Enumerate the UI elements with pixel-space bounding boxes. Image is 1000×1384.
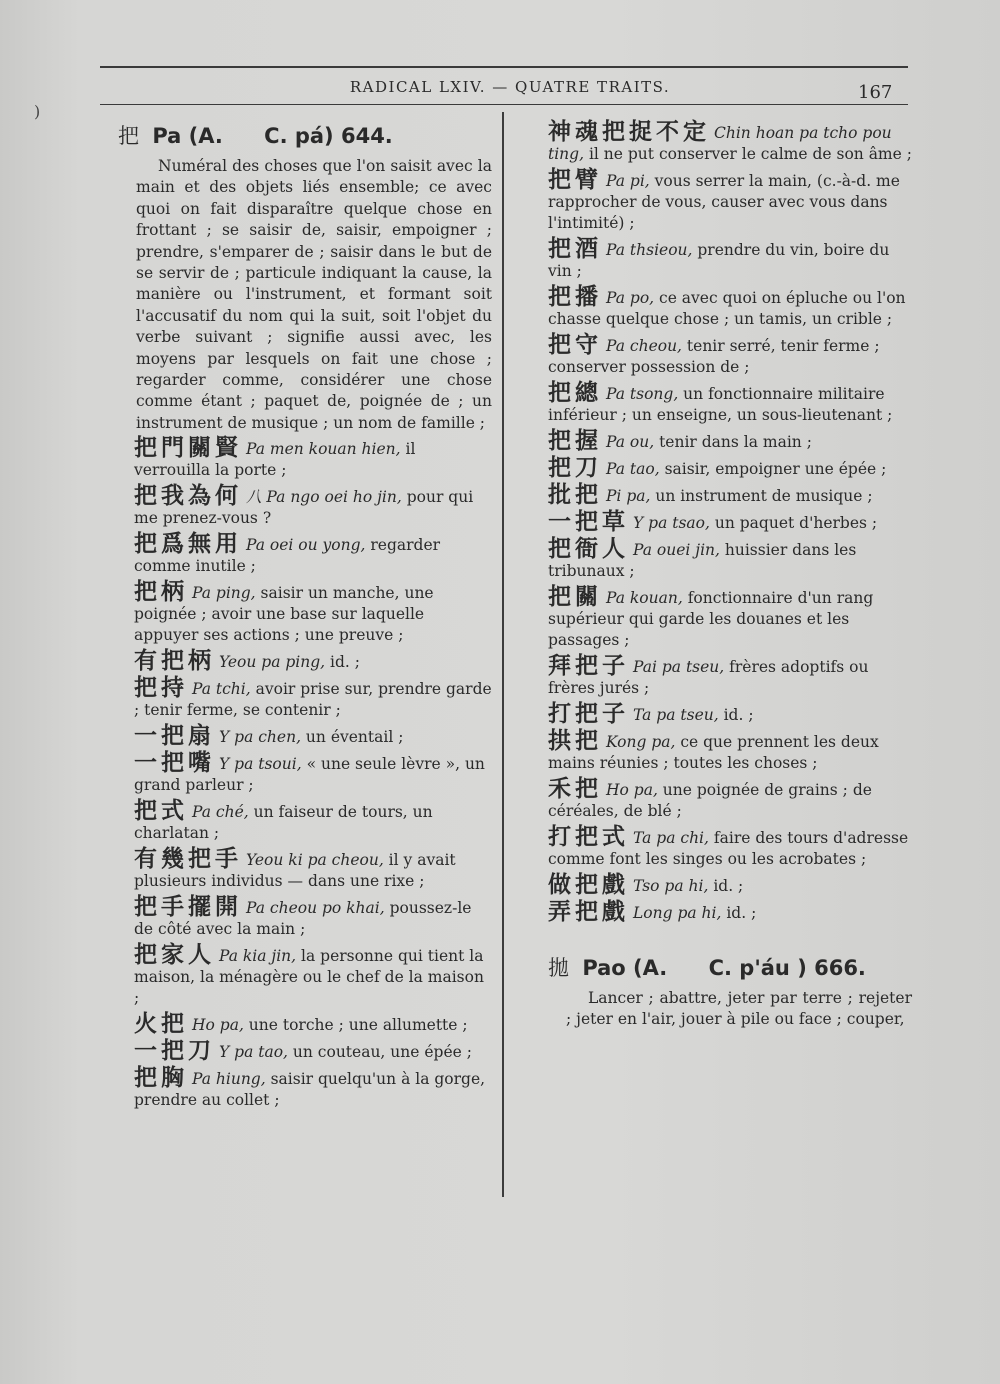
compound-definition: il y avait plusieurs individus — dans une rixe ;	[134, 851, 456, 891]
compound-romanization: Tso pa hi,	[633, 877, 709, 895]
compound-characters: 一把嘴	[134, 750, 215, 777]
compound-characters: 火把	[134, 1011, 188, 1038]
compound-romanization: Yeou pa ping,	[219, 653, 326, 672]
entry-definition: Numéral des choses que l'on saisit avec la main et des objets liés ensemble; ce avec quoi on fait disparaître quelque chose en frottant ; se saisir de, saisir, empoigner ; prendre, s'emparer de ; saisir dans le but de se servir de ; particule indiquant la cause, la manière ou l'instrument, et formant soit l'accusatif du nom qui la suit, soit l'objet du verbe suivant ; signifie aussi avec, les moyens par lesquels on fait une chose ; regarder comme, considérer une chose comme étant ; paquet de, poignée de ; un instrument de musique ; un nom de famille ;	[136, 157, 492, 432]
compound-definition: id. ;	[708, 877, 744, 895]
compound-romanization: Pi pa,	[606, 487, 651, 505]
margin-mark: )	[34, 102, 41, 121]
compound-definition: un fonctionnaire militaire inférieur ; un enseigne, un sous-lieutenant ;	[548, 385, 893, 424]
compound-entry	[548, 509, 912, 535]
compound-characters: 把家人	[134, 942, 215, 969]
compound-characters: 打把式	[548, 824, 629, 850]
compound-entry	[548, 824, 912, 870]
compound-characters: 把式	[134, 798, 188, 825]
running-header: RADICAL LXIV. — QUATRE TRAITS.	[349, 78, 671, 96]
compound-romanization: Y pa chen,	[219, 728, 301, 747]
compound-definition: ce que prennent les deux mains réunies ; toutes les choses ;	[548, 733, 879, 772]
compound-characters: 把握	[548, 428, 602, 454]
compound-definition: vous serrer la main, (c.-à-d. me rapprocher de vous, causer avec vous dans l'intimité) ;	[548, 172, 900, 232]
compound-entry	[118, 723, 492, 750]
page-number: 167	[858, 82, 893, 103]
compound-entry	[548, 236, 912, 282]
compound-list	[118, 435, 492, 1111]
compound-romanization: Ta pa chi,	[633, 829, 709, 847]
compound-definition: prendre du vin, boire du vin ;	[548, 241, 890, 280]
compound-romanization: Pa tao,	[606, 460, 660, 478]
compound-definition: la personne qui tient la maison, la ménagère ou le chef de la maison ;	[134, 947, 484, 1008]
compound-entry	[548, 653, 912, 699]
compound-characters: 把爲無用	[134, 531, 242, 558]
compound-characters: 把衙人	[548, 536, 629, 562]
compound-romanization: Long pa hi,	[633, 904, 722, 922]
compound-definition: une poignée de grains ; de céréales, de blé ;	[548, 781, 872, 820]
compound-characters: 把臂	[548, 167, 602, 193]
compound-characters: 神魂把捉不定	[548, 119, 710, 145]
compound-definition: poussez-le de côté avec la main ;	[134, 899, 472, 939]
compound-romanization: Chin hoan pa tcho pou ting,	[548, 124, 892, 163]
compound-definition: un couteau, une épée ;	[287, 1043, 472, 1062]
compound-romanization: Pa men kouan hien,	[246, 440, 401, 459]
compound-definition: tenir dans la main ;	[654, 433, 812, 451]
compound-romanization: Ho pa,	[192, 1016, 244, 1035]
compound-characters: 把柄	[134, 579, 188, 606]
compound-entry	[548, 167, 912, 234]
compound-characters: 把守	[548, 332, 602, 358]
compound-romanization: Pa ché,	[192, 803, 249, 822]
compound-characters: 做把戲	[548, 872, 629, 898]
right-column	[548, 120, 912, 1035]
compound-entry	[548, 728, 912, 774]
compound-characters: 打把子	[548, 701, 629, 727]
compound-romanization: Pa cheou po khai,	[246, 899, 385, 918]
compound-definition: avoir prise sur, prendre garde ; tenir ferme, se contenir ;	[134, 680, 492, 720]
compound-entry	[548, 701, 912, 727]
compound-romanization: Pa hiung,	[192, 1070, 266, 1089]
compound-romanization: Y pa tsao,	[633, 514, 710, 532]
entry-character: 拋	[548, 956, 569, 980]
compound-characters: 弄把戲	[548, 899, 629, 925]
compound-characters: 一把草	[548, 509, 629, 535]
compound-definition: saisir un manche, une poignée ; avoir une base sur laquelle appuyer ses actions ; une preuve ;	[134, 584, 434, 645]
compound-entry	[548, 776, 912, 822]
compound-definition: faire des tours d'adresse comme font les singes ou les acrobates ;	[548, 829, 909, 868]
compound-romanization: Pa pi,	[606, 172, 650, 190]
compound-romanization: Y pa tsoui,	[219, 755, 302, 774]
header-bottom-rule	[100, 104, 908, 105]
compound-characters: 有幾把手	[134, 846, 242, 873]
compound-entry	[118, 894, 492, 940]
compound-definition: « une seule lèvre », un grand parleur ;	[134, 755, 485, 795]
compound-entry	[118, 579, 492, 646]
compound-romanization: Y pa tao,	[219, 1043, 288, 1062]
compound-entry	[548, 380, 912, 426]
compound-romanization: 八 Pa ngo oei ho jin,	[246, 488, 402, 507]
compound-characters: 批把	[548, 482, 602, 508]
compound-romanization: Pa ping,	[192, 584, 256, 603]
compound-characters: 把門關賢	[134, 435, 242, 462]
compound-characters: 禾把	[548, 776, 602, 802]
compound-entry	[118, 798, 492, 844]
header-top-rule	[100, 66, 908, 68]
compound-entry	[118, 942, 492, 1009]
compound-definition: id. ;	[721, 904, 757, 922]
compound-definition: tenir serré, tenir ferme ; conserver possession de ;	[548, 337, 880, 376]
compound-entry	[118, 1065, 492, 1111]
compound-characters: 把手擺開	[134, 894, 242, 921]
compound-romanization: Pa oei ou yong,	[246, 536, 366, 555]
entry-romanization: Pao (A.	[582, 956, 668, 980]
compound-definition: ce avec quoi on épluche ou l'on chasse quelque chose ; un tamis, un crible ;	[548, 289, 906, 328]
compound-characters: 把酒	[548, 236, 602, 262]
compound-romanization: Pa kia jin,	[219, 947, 297, 966]
compound-entry	[548, 119, 912, 165]
compound-entry	[548, 332, 912, 378]
compound-entry	[118, 750, 492, 796]
compound-definition: il ne put conserver le calme de son âme ;	[584, 145, 912, 163]
compound-definition: fonctionnaire d'un rang supérieur qui garde les douanes et les passages ;	[548, 589, 874, 649]
compound-definition: un instrument de musique ;	[650, 487, 873, 505]
compound-romanization: Pa po,	[606, 289, 655, 307]
compound-romanization: Pa kouan,	[606, 589, 683, 607]
entry-heading	[118, 120, 492, 150]
compound-entry	[548, 284, 912, 330]
compound-definition: id. ;	[718, 706, 754, 724]
entry-code: C. p'áu ) 666.	[708, 956, 866, 980]
left-column	[118, 120, 492, 1116]
compound-romanization: Pa tchi,	[192, 680, 251, 699]
compound-definition: saisir, empoigner une épée ;	[659, 460, 887, 478]
compound-definition: regarder comme inutile ;	[134, 536, 441, 576]
compound-characters: 拱把	[548, 728, 602, 754]
compound-romanization: Pa tsong,	[606, 385, 679, 403]
compound-romanization: Ho pa,	[606, 781, 658, 799]
compound-romanization: Pa cheou,	[606, 337, 682, 355]
compound-romanization: Yeou ki pa cheou,	[246, 851, 384, 870]
compound-romanization: Pa ou,	[606, 433, 655, 451]
compound-entry	[118, 1011, 492, 1038]
compound-entry	[548, 482, 912, 508]
compound-definition: huissier dans les tribunaux ;	[548, 541, 857, 580]
compound-definition: id. ;	[325, 653, 360, 672]
compound-characters: 把關	[548, 584, 602, 610]
entry-character: 把	[118, 124, 139, 148]
compound-romanization: Pa ouei jin,	[633, 541, 720, 559]
compound-definition: un faiseur de tours, un charlatan ;	[134, 803, 433, 843]
compound-characters: 一把刀	[134, 1038, 215, 1065]
compound-characters: 把總	[548, 380, 602, 406]
compound-definition: il verrouilla la porte ;	[134, 440, 416, 480]
compound-entry	[548, 872, 912, 898]
compound-characters: 把我為何	[134, 483, 242, 510]
compound-entry	[118, 1038, 492, 1065]
entry-heading	[548, 952, 912, 982]
compound-entry	[548, 455, 912, 481]
compound-entry	[548, 536, 912, 582]
compound-entry	[118, 846, 492, 892]
compound-romanization: Ta pa tseu,	[633, 706, 719, 724]
compound-romanization: Kong pa,	[606, 733, 676, 751]
compound-characters: 拜把子	[548, 653, 629, 679]
compound-definition: un éventail ;	[301, 728, 404, 747]
compound-characters: 一把扇	[134, 723, 215, 750]
compound-romanization: Pai pa tseu,	[633, 658, 725, 676]
compound-characters: 把持	[134, 675, 188, 702]
compound-entry	[118, 675, 492, 721]
entry-romanization: Pa (A.	[152, 124, 223, 148]
compound-definition: pour qui me prenez-vous ?	[134, 488, 474, 528]
compound-definition: une torche ; une allumette ;	[243, 1016, 468, 1035]
compound-characters: 把胸	[134, 1065, 188, 1092]
compound-entry	[548, 428, 912, 454]
compound-list	[548, 119, 912, 925]
entry-code: C. pá) 644.	[264, 124, 393, 148]
column-divider	[502, 112, 504, 1197]
compound-characters: 把播	[548, 284, 602, 310]
compound-entry	[548, 584, 912, 651]
compound-entry	[118, 435, 492, 481]
compound-characters: 把刀	[548, 455, 602, 481]
compound-characters: 有把柄	[134, 648, 215, 675]
compound-entry	[548, 899, 912, 925]
compound-entry	[118, 531, 492, 577]
compound-definition: saisir quelqu'un à la gorge, prendre au collet ;	[134, 1070, 486, 1110]
compound-definition: frères adoptifs ou frères jurés ;	[548, 658, 869, 697]
compound-romanization: Pa thsieou,	[606, 241, 693, 259]
compound-definition: un paquet d'herbes ;	[709, 514, 878, 532]
compound-entry	[118, 483, 492, 529]
entry-definition: Lancer ; abattre, jeter par terre ; rejeter ; jeter en l'air, jouer à pile ou face ; couper,	[566, 989, 912, 1029]
compound-entry	[118, 648, 492, 675]
